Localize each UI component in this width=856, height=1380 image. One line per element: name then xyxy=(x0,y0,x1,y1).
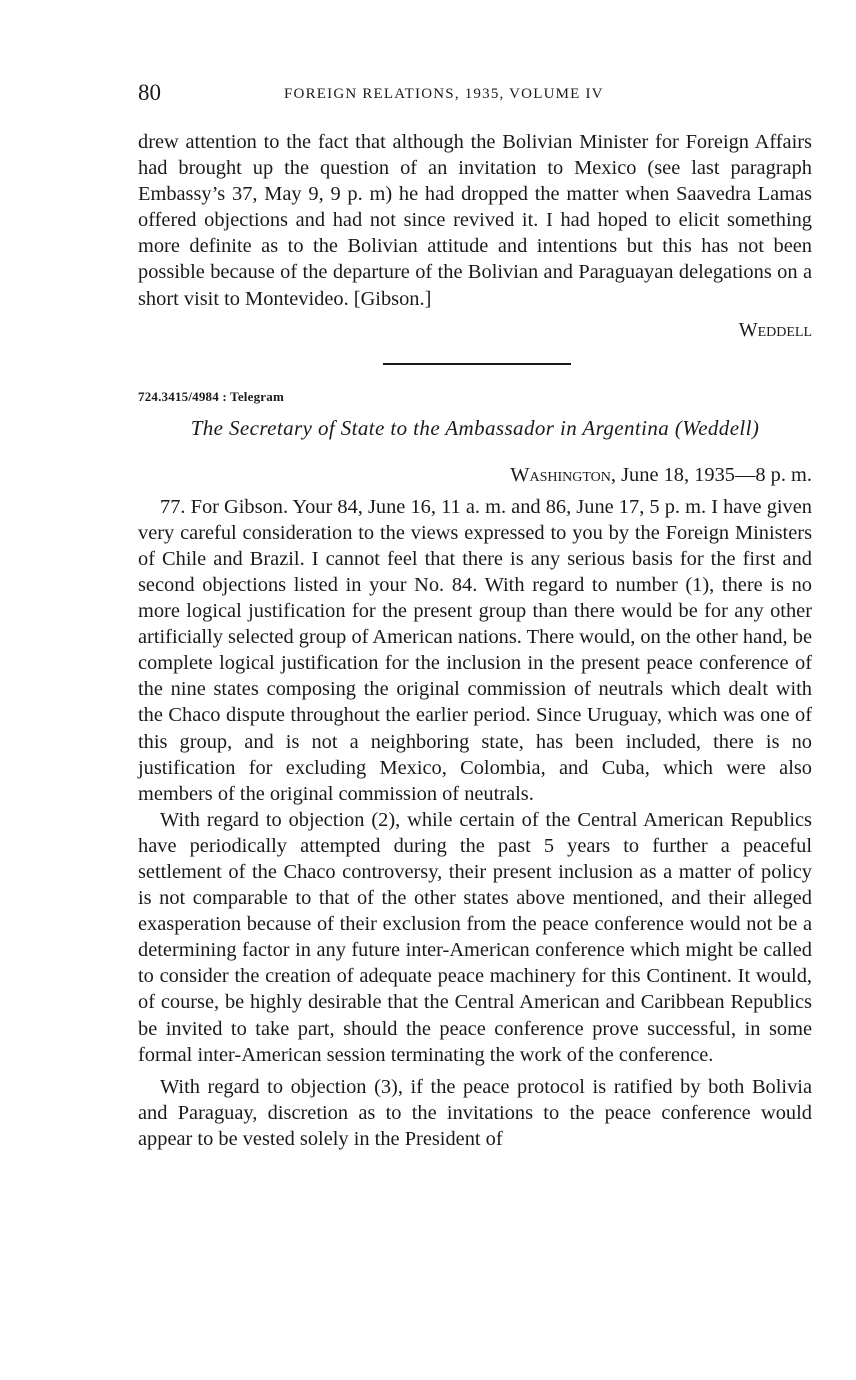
file-reference: 724.3415/4984 : Telegram xyxy=(138,388,284,404)
document-page xyxy=(138,78,812,1152)
running-head: FOREIGN RELATIONS, 1935, VOLUME IV xyxy=(284,86,604,102)
document-title: The Secretary of State to the Ambassador in Argentina (Weddell) xyxy=(190,415,760,440)
body-paragraph: With regard to objection (3), if the peace protocol is ratified by both Bolivia and Paraguay, discretion as to the invitations to the peace conference would appear to be vested solely in the President of xyxy=(138,1075,812,1150)
dateline-place: Washington, xyxy=(510,463,617,486)
page-number: 80 xyxy=(138,80,161,105)
signature: Weddell xyxy=(738,318,812,341)
body-paragraph: With regard to objection (2), while certain of the Central American Republics have periodically attempted during the past 5 years to further a peaceful settlement of the Chaco controversy, their present inclusion as a matter of policy is not comparable to that of the other states above mentioned, and their alleged exasperation because of their exclusion from the peace conference would not be a determining factor in any future inter-American conference which might be called to consider the creation of adequate peace machinery for this Continent. It would, of course, be highly desirable that the Central American and Caribbean Republics be invited to take part, should the peace conference prove successful, in some formal inter-American session terminating the work of the conference. xyxy=(138,808,812,1066)
section-divider xyxy=(383,363,571,365)
page-header xyxy=(138,78,812,110)
body-paragraph: 77. For Gibson. Your 84, June 16, 11 a. m. and 86, June 17, 5 p. m. I have given very careful consideration to the views expressed to you by the Foreign Ministers of Chile and Brazil. I cannot feel that there is any serious basis for the first and second objections listed in your No. 84. With regard to number (1), there is no more logical justification for the present group than there would be for any other artificially selected group of American nations. There would, on the other hand, be complete logical justification for the inclusion in the present peace conference of the nine states composing the original commission of neutrals which dealt with the Chaco dispute throughout the earlier period. Since Uruguay, which was one of this group, and is not a neighboring state, has been included, there is no justification for excluding Mexico, Colombia, and Cuba, which were also members of the original commission of neutrals. xyxy=(138,495,812,805)
dateline xyxy=(138,462,812,488)
continued-paragraph: drew attention to the fact that although the Bolivian Minister for Foreign Affairs had brought up the question of an invitation to Mexico (see last paragraph Embassy’s 37, May 9, 9 p. m) he had dropped the matter when Saavedra Lamas offered objections and had not since revived it. I had hoped to elicit something more definite as to the Bolivian attitude and intentions but this has not been possible because of the departure of the Bolivian and Paraguayan delegations on a short visit to Montevideo. [Gibson.] xyxy=(138,131,812,310)
dateline-date: June 18, 1935—8 p. m. xyxy=(621,463,812,486)
